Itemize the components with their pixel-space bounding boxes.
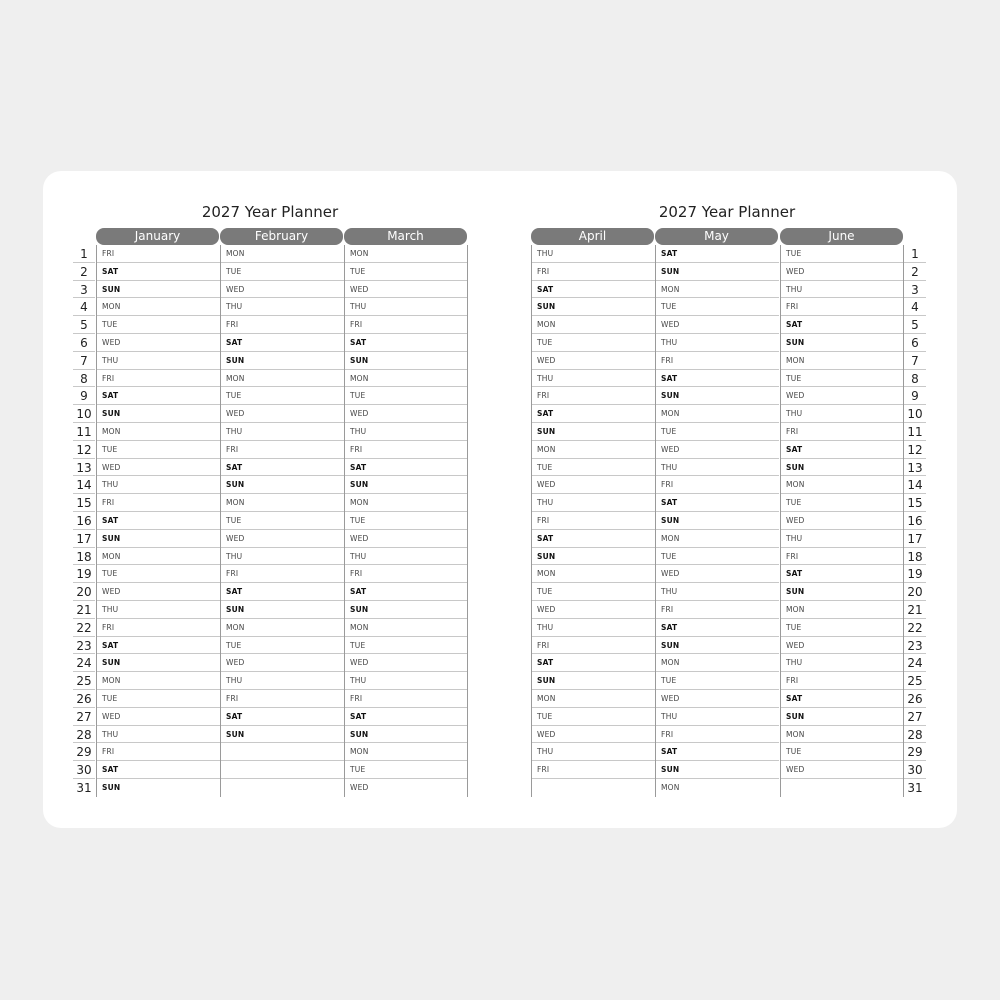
day-cell: FRI bbox=[97, 245, 220, 263]
day-number: 4 bbox=[904, 298, 926, 316]
day-cell: WED bbox=[221, 530, 344, 548]
day-cell: SAT bbox=[221, 708, 344, 726]
day-cell: TUE bbox=[656, 423, 779, 441]
day-number-column-right bbox=[904, 245, 926, 797]
day-cell: SUN bbox=[97, 530, 220, 548]
day-cell: THU bbox=[656, 334, 779, 352]
day-cell: SAT bbox=[97, 512, 220, 530]
day-number: 16 bbox=[904, 512, 926, 530]
day-cell: FRI bbox=[781, 672, 903, 690]
day-number: 21 bbox=[73, 601, 95, 619]
month-column-may bbox=[655, 245, 779, 797]
month-header-january: January bbox=[96, 228, 219, 245]
day-number: 14 bbox=[904, 476, 926, 494]
page-title-right: 2027 Year Planner bbox=[658, 203, 796, 221]
day-cell: MON bbox=[661, 782, 680, 792]
day-cell: TUE bbox=[345, 761, 467, 779]
month-column-june bbox=[780, 245, 904, 797]
day-cell: SAT bbox=[532, 281, 655, 299]
day-number: 30 bbox=[904, 761, 926, 779]
day-number: 4 bbox=[73, 298, 95, 316]
day-cell: SUN bbox=[656, 761, 779, 779]
day-number: 28 bbox=[73, 726, 95, 744]
day-cell: FRI bbox=[221, 690, 344, 708]
day-number: 18 bbox=[904, 548, 926, 566]
day-cell: SAT bbox=[97, 637, 220, 655]
day-cell: SUN bbox=[656, 512, 779, 530]
day-cell: FRI bbox=[532, 512, 655, 530]
day-number: 15 bbox=[73, 494, 95, 512]
day-cell: THU bbox=[97, 601, 220, 619]
day-cell: FRI bbox=[97, 743, 220, 761]
day-cell: WED bbox=[345, 405, 467, 423]
day-number: 24 bbox=[73, 654, 95, 672]
day-cell: SUN bbox=[532, 423, 655, 441]
day-number: 1 bbox=[73, 245, 95, 263]
day-cell: WED bbox=[350, 782, 369, 792]
month-column-march bbox=[344, 245, 468, 797]
day-cell: SAT bbox=[345, 459, 467, 477]
day-cell: WED bbox=[656, 690, 779, 708]
day-cell: MON bbox=[781, 726, 903, 744]
day-cell: THU bbox=[781, 654, 903, 672]
day-number: 9 bbox=[73, 387, 95, 405]
day-cell: FRI bbox=[345, 441, 467, 459]
day-cell: SAT bbox=[781, 441, 903, 459]
day-cell: SUN bbox=[221, 352, 344, 370]
day-cell: SAT bbox=[781, 690, 903, 708]
day-cell: SAT bbox=[97, 387, 220, 405]
day-cell: TUE bbox=[656, 672, 779, 690]
day-cell: WED bbox=[781, 761, 903, 779]
day-cell: MON bbox=[221, 370, 344, 388]
day-cell: MON bbox=[97, 298, 220, 316]
day-cell: MON bbox=[532, 316, 655, 334]
day-number: 28 bbox=[904, 726, 926, 744]
day-number: 5 bbox=[904, 316, 926, 334]
day-cell: SUN bbox=[656, 637, 779, 655]
day-cell: SAT bbox=[656, 619, 779, 637]
day-number: 14 bbox=[73, 476, 95, 494]
day-cell: TUE bbox=[532, 459, 655, 477]
day-cell: MON bbox=[656, 654, 779, 672]
day-number: 19 bbox=[904, 565, 926, 583]
day-number-column-left bbox=[73, 245, 95, 797]
day-cell: THU bbox=[532, 619, 655, 637]
day-cell: SAT bbox=[345, 708, 467, 726]
day-cell: SAT bbox=[221, 583, 344, 601]
day-number: 31 bbox=[907, 780, 923, 795]
day-cell: SUN bbox=[345, 601, 467, 619]
day-number: 31 bbox=[76, 780, 92, 795]
day-cell: SAT bbox=[781, 565, 903, 583]
day-cell: SAT bbox=[345, 334, 467, 352]
day-number: 26 bbox=[904, 690, 926, 708]
day-cell: WED bbox=[221, 405, 344, 423]
month-header-march: March bbox=[344, 228, 467, 245]
day-cell: THU bbox=[532, 494, 655, 512]
day-cell: THU bbox=[781, 405, 903, 423]
day-cell: THU bbox=[221, 298, 344, 316]
day-number: 2 bbox=[904, 263, 926, 281]
day-cell: SAT bbox=[345, 583, 467, 601]
day-cell: THU bbox=[656, 708, 779, 726]
month-header-june: June bbox=[780, 228, 903, 245]
day-cell: TUE bbox=[97, 441, 220, 459]
day-cell: SUN bbox=[97, 405, 220, 423]
day-number: 21 bbox=[904, 601, 926, 619]
day-cell: SUN bbox=[345, 476, 467, 494]
day-number: 11 bbox=[904, 423, 926, 441]
day-cell: TUE bbox=[345, 263, 467, 281]
day-cell: FRI bbox=[656, 601, 779, 619]
day-number: 26 bbox=[73, 690, 95, 708]
day-number: 5 bbox=[73, 316, 95, 334]
day-cell: MON bbox=[221, 494, 344, 512]
day-number: 12 bbox=[904, 441, 926, 459]
day-cell: SUN bbox=[102, 782, 121, 792]
day-cell: TUE bbox=[532, 583, 655, 601]
day-cell: FRI bbox=[532, 387, 655, 405]
day-number: 25 bbox=[73, 672, 95, 690]
day-cell: SAT bbox=[656, 743, 779, 761]
day-cell: SAT bbox=[656, 494, 779, 512]
day-cell: SUN bbox=[532, 672, 655, 690]
day-number: 12 bbox=[73, 441, 95, 459]
day-cell: FRI bbox=[97, 494, 220, 512]
day-number: 2 bbox=[73, 263, 95, 281]
day-cell: WED bbox=[97, 334, 220, 352]
day-cell: THU bbox=[532, 743, 655, 761]
day-number: 13 bbox=[73, 459, 95, 477]
day-cell: FRI bbox=[345, 690, 467, 708]
day-cell: WED bbox=[781, 637, 903, 655]
day-cell: TUE bbox=[221, 263, 344, 281]
day-cell: WED bbox=[656, 441, 779, 459]
day-cell: TUE bbox=[221, 512, 344, 530]
day-cell: FRI bbox=[781, 423, 903, 441]
day-cell: MON bbox=[221, 245, 344, 263]
day-cell: SUN bbox=[97, 654, 220, 672]
day-cell: MON bbox=[345, 245, 467, 263]
day-cell: SUN bbox=[221, 726, 344, 744]
day-cell: MON bbox=[97, 548, 220, 566]
day-cell: FRI bbox=[345, 316, 467, 334]
day-cell: MON bbox=[97, 423, 220, 441]
day-number: 15 bbox=[904, 494, 926, 512]
day-number: 19 bbox=[73, 565, 95, 583]
day-number: 9 bbox=[904, 387, 926, 405]
day-cell: SUN bbox=[97, 281, 220, 299]
day-cell: TUE bbox=[656, 548, 779, 566]
day-cell: THU bbox=[781, 281, 903, 299]
day-cell: TUE bbox=[345, 637, 467, 655]
day-cell: SAT bbox=[656, 245, 779, 263]
day-number: 18 bbox=[73, 548, 95, 566]
day-cell: WED bbox=[345, 530, 467, 548]
day-cell: THU bbox=[97, 726, 220, 744]
day-cell: SAT bbox=[532, 530, 655, 548]
day-cell: MON bbox=[345, 619, 467, 637]
day-number: 6 bbox=[73, 334, 95, 352]
day-number: 22 bbox=[904, 619, 926, 637]
day-number: 27 bbox=[904, 708, 926, 726]
day-number: 23 bbox=[904, 637, 926, 655]
day-cell: WED bbox=[97, 459, 220, 477]
day-cell: WED bbox=[97, 708, 220, 726]
day-cell: TUE bbox=[97, 565, 220, 583]
day-number: 7 bbox=[73, 352, 95, 370]
day-number: 7 bbox=[904, 352, 926, 370]
day-cell: MON bbox=[221, 619, 344, 637]
day-cell: FRI bbox=[532, 263, 655, 281]
day-cell: MON bbox=[345, 494, 467, 512]
day-cell: SAT bbox=[97, 263, 220, 281]
day-cell: TUE bbox=[532, 334, 655, 352]
day-cell: WED bbox=[781, 512, 903, 530]
day-cell: SUN bbox=[656, 263, 779, 281]
day-cell: TUE bbox=[781, 245, 903, 263]
day-cell: TUE bbox=[781, 619, 903, 637]
day-cell: MON bbox=[532, 690, 655, 708]
day-cell: WED bbox=[656, 565, 779, 583]
day-cell: WED bbox=[221, 654, 344, 672]
day-number: 10 bbox=[73, 405, 95, 423]
day-cell: MON bbox=[97, 672, 220, 690]
day-cell: FRI bbox=[656, 476, 779, 494]
day-cell: SUN bbox=[345, 352, 467, 370]
day-number: 23 bbox=[73, 637, 95, 655]
day-cell: SUN bbox=[345, 726, 467, 744]
day-cell: SUN bbox=[781, 583, 903, 601]
day-cell: THU bbox=[97, 352, 220, 370]
day-number: 20 bbox=[73, 583, 95, 601]
day-cell: WED bbox=[781, 263, 903, 281]
day-cell: WED bbox=[532, 476, 655, 494]
day-cell: MON bbox=[656, 281, 779, 299]
day-cell: SUN bbox=[781, 708, 903, 726]
day-cell: SAT bbox=[532, 654, 655, 672]
day-cell: MON bbox=[781, 476, 903, 494]
day-cell: SUN bbox=[221, 601, 344, 619]
day-cell: FRI bbox=[221, 441, 344, 459]
day-cell: FRI bbox=[656, 352, 779, 370]
month-header-april: April bbox=[531, 228, 654, 245]
day-cell: SUN bbox=[781, 459, 903, 477]
day-cell bbox=[532, 779, 655, 797]
day-cell: MON bbox=[781, 352, 903, 370]
day-number: 6 bbox=[904, 334, 926, 352]
day-number: 13 bbox=[904, 459, 926, 477]
day-cell: MON bbox=[532, 441, 655, 459]
day-cell: WED bbox=[345, 281, 467, 299]
day-cell: THU bbox=[345, 672, 467, 690]
month-column-february bbox=[220, 245, 344, 797]
day-cell: SUN bbox=[656, 387, 779, 405]
day-cell: TUE bbox=[781, 494, 903, 512]
day-cell: FRI bbox=[656, 726, 779, 744]
day-cell: SUN bbox=[221, 476, 344, 494]
day-cell: THU bbox=[345, 423, 467, 441]
day-cell: FRI bbox=[532, 761, 655, 779]
day-cell bbox=[781, 779, 903, 797]
day-number: 8 bbox=[73, 370, 95, 388]
day-cell: SAT bbox=[221, 334, 344, 352]
day-number: 10 bbox=[904, 405, 926, 423]
day-number: 22 bbox=[73, 619, 95, 637]
day-cell: THU bbox=[656, 459, 779, 477]
day-cell: WED bbox=[781, 387, 903, 405]
day-cell: SUN bbox=[781, 334, 903, 352]
day-cell: FRI bbox=[221, 316, 344, 334]
day-number: 11 bbox=[73, 423, 95, 441]
day-cell: THU bbox=[532, 370, 655, 388]
month-column-january bbox=[96, 245, 220, 797]
day-cell bbox=[221, 743, 344, 761]
day-cell: WED bbox=[532, 352, 655, 370]
day-cell bbox=[221, 779, 344, 797]
day-number: 17 bbox=[73, 530, 95, 548]
day-cell: SAT bbox=[781, 316, 903, 334]
day-cell: THU bbox=[97, 476, 220, 494]
day-number: 3 bbox=[904, 281, 926, 299]
day-cell: WED bbox=[345, 654, 467, 672]
month-column-april bbox=[531, 245, 655, 797]
day-cell: FRI bbox=[221, 565, 344, 583]
day-cell: THU bbox=[221, 423, 344, 441]
day-cell: WED bbox=[221, 281, 344, 299]
day-number: 16 bbox=[73, 512, 95, 530]
day-cell: MON bbox=[532, 565, 655, 583]
day-cell: MON bbox=[656, 405, 779, 423]
day-cell: THU bbox=[781, 530, 903, 548]
day-cell: TUE bbox=[781, 743, 903, 761]
day-cell: SAT bbox=[221, 459, 344, 477]
day-number: 29 bbox=[73, 743, 95, 761]
day-cell: FRI bbox=[532, 637, 655, 655]
day-number: 1 bbox=[904, 245, 926, 263]
day-cell: TUE bbox=[781, 370, 903, 388]
day-cell: THU bbox=[656, 583, 779, 601]
day-number: 17 bbox=[904, 530, 926, 548]
day-cell: FRI bbox=[97, 370, 220, 388]
day-cell: MON bbox=[781, 601, 903, 619]
day-cell: TUE bbox=[345, 512, 467, 530]
day-cell: WED bbox=[532, 726, 655, 744]
day-cell: WED bbox=[532, 601, 655, 619]
day-cell: THU bbox=[345, 298, 467, 316]
day-cell: TUE bbox=[221, 387, 344, 405]
day-cell: SAT bbox=[656, 370, 779, 388]
day-cell: FRI bbox=[781, 298, 903, 316]
day-cell: THU bbox=[532, 245, 655, 263]
day-cell: TUE bbox=[97, 316, 220, 334]
day-cell: SUN bbox=[532, 548, 655, 566]
day-cell: TUE bbox=[345, 387, 467, 405]
day-cell: WED bbox=[656, 316, 779, 334]
day-number: 29 bbox=[904, 743, 926, 761]
day-cell: THU bbox=[221, 672, 344, 690]
day-cell: SAT bbox=[97, 761, 220, 779]
day-number: 27 bbox=[73, 708, 95, 726]
day-cell: SAT bbox=[532, 405, 655, 423]
day-cell: SUN bbox=[532, 298, 655, 316]
day-cell: MON bbox=[345, 743, 467, 761]
day-number: 30 bbox=[73, 761, 95, 779]
day-number: 8 bbox=[904, 370, 926, 388]
day-cell: TUE bbox=[221, 637, 344, 655]
day-cell: TUE bbox=[97, 690, 220, 708]
day-cell: MON bbox=[345, 370, 467, 388]
day-number: 25 bbox=[904, 672, 926, 690]
day-cell: THU bbox=[345, 548, 467, 566]
month-header-february: February bbox=[220, 228, 343, 245]
day-cell: FRI bbox=[345, 565, 467, 583]
day-number: 3 bbox=[73, 281, 95, 299]
day-cell: WED bbox=[97, 583, 220, 601]
day-cell: FRI bbox=[97, 619, 220, 637]
day-number: 20 bbox=[904, 583, 926, 601]
month-header-may: May bbox=[655, 228, 778, 245]
day-cell bbox=[221, 761, 344, 779]
day-number: 24 bbox=[904, 654, 926, 672]
day-cell: TUE bbox=[532, 708, 655, 726]
day-cell: MON bbox=[656, 530, 779, 548]
day-cell: FRI bbox=[781, 548, 903, 566]
page-title-left: 2027 Year Planner bbox=[201, 203, 339, 221]
day-cell: THU bbox=[221, 548, 344, 566]
day-cell: TUE bbox=[656, 298, 779, 316]
